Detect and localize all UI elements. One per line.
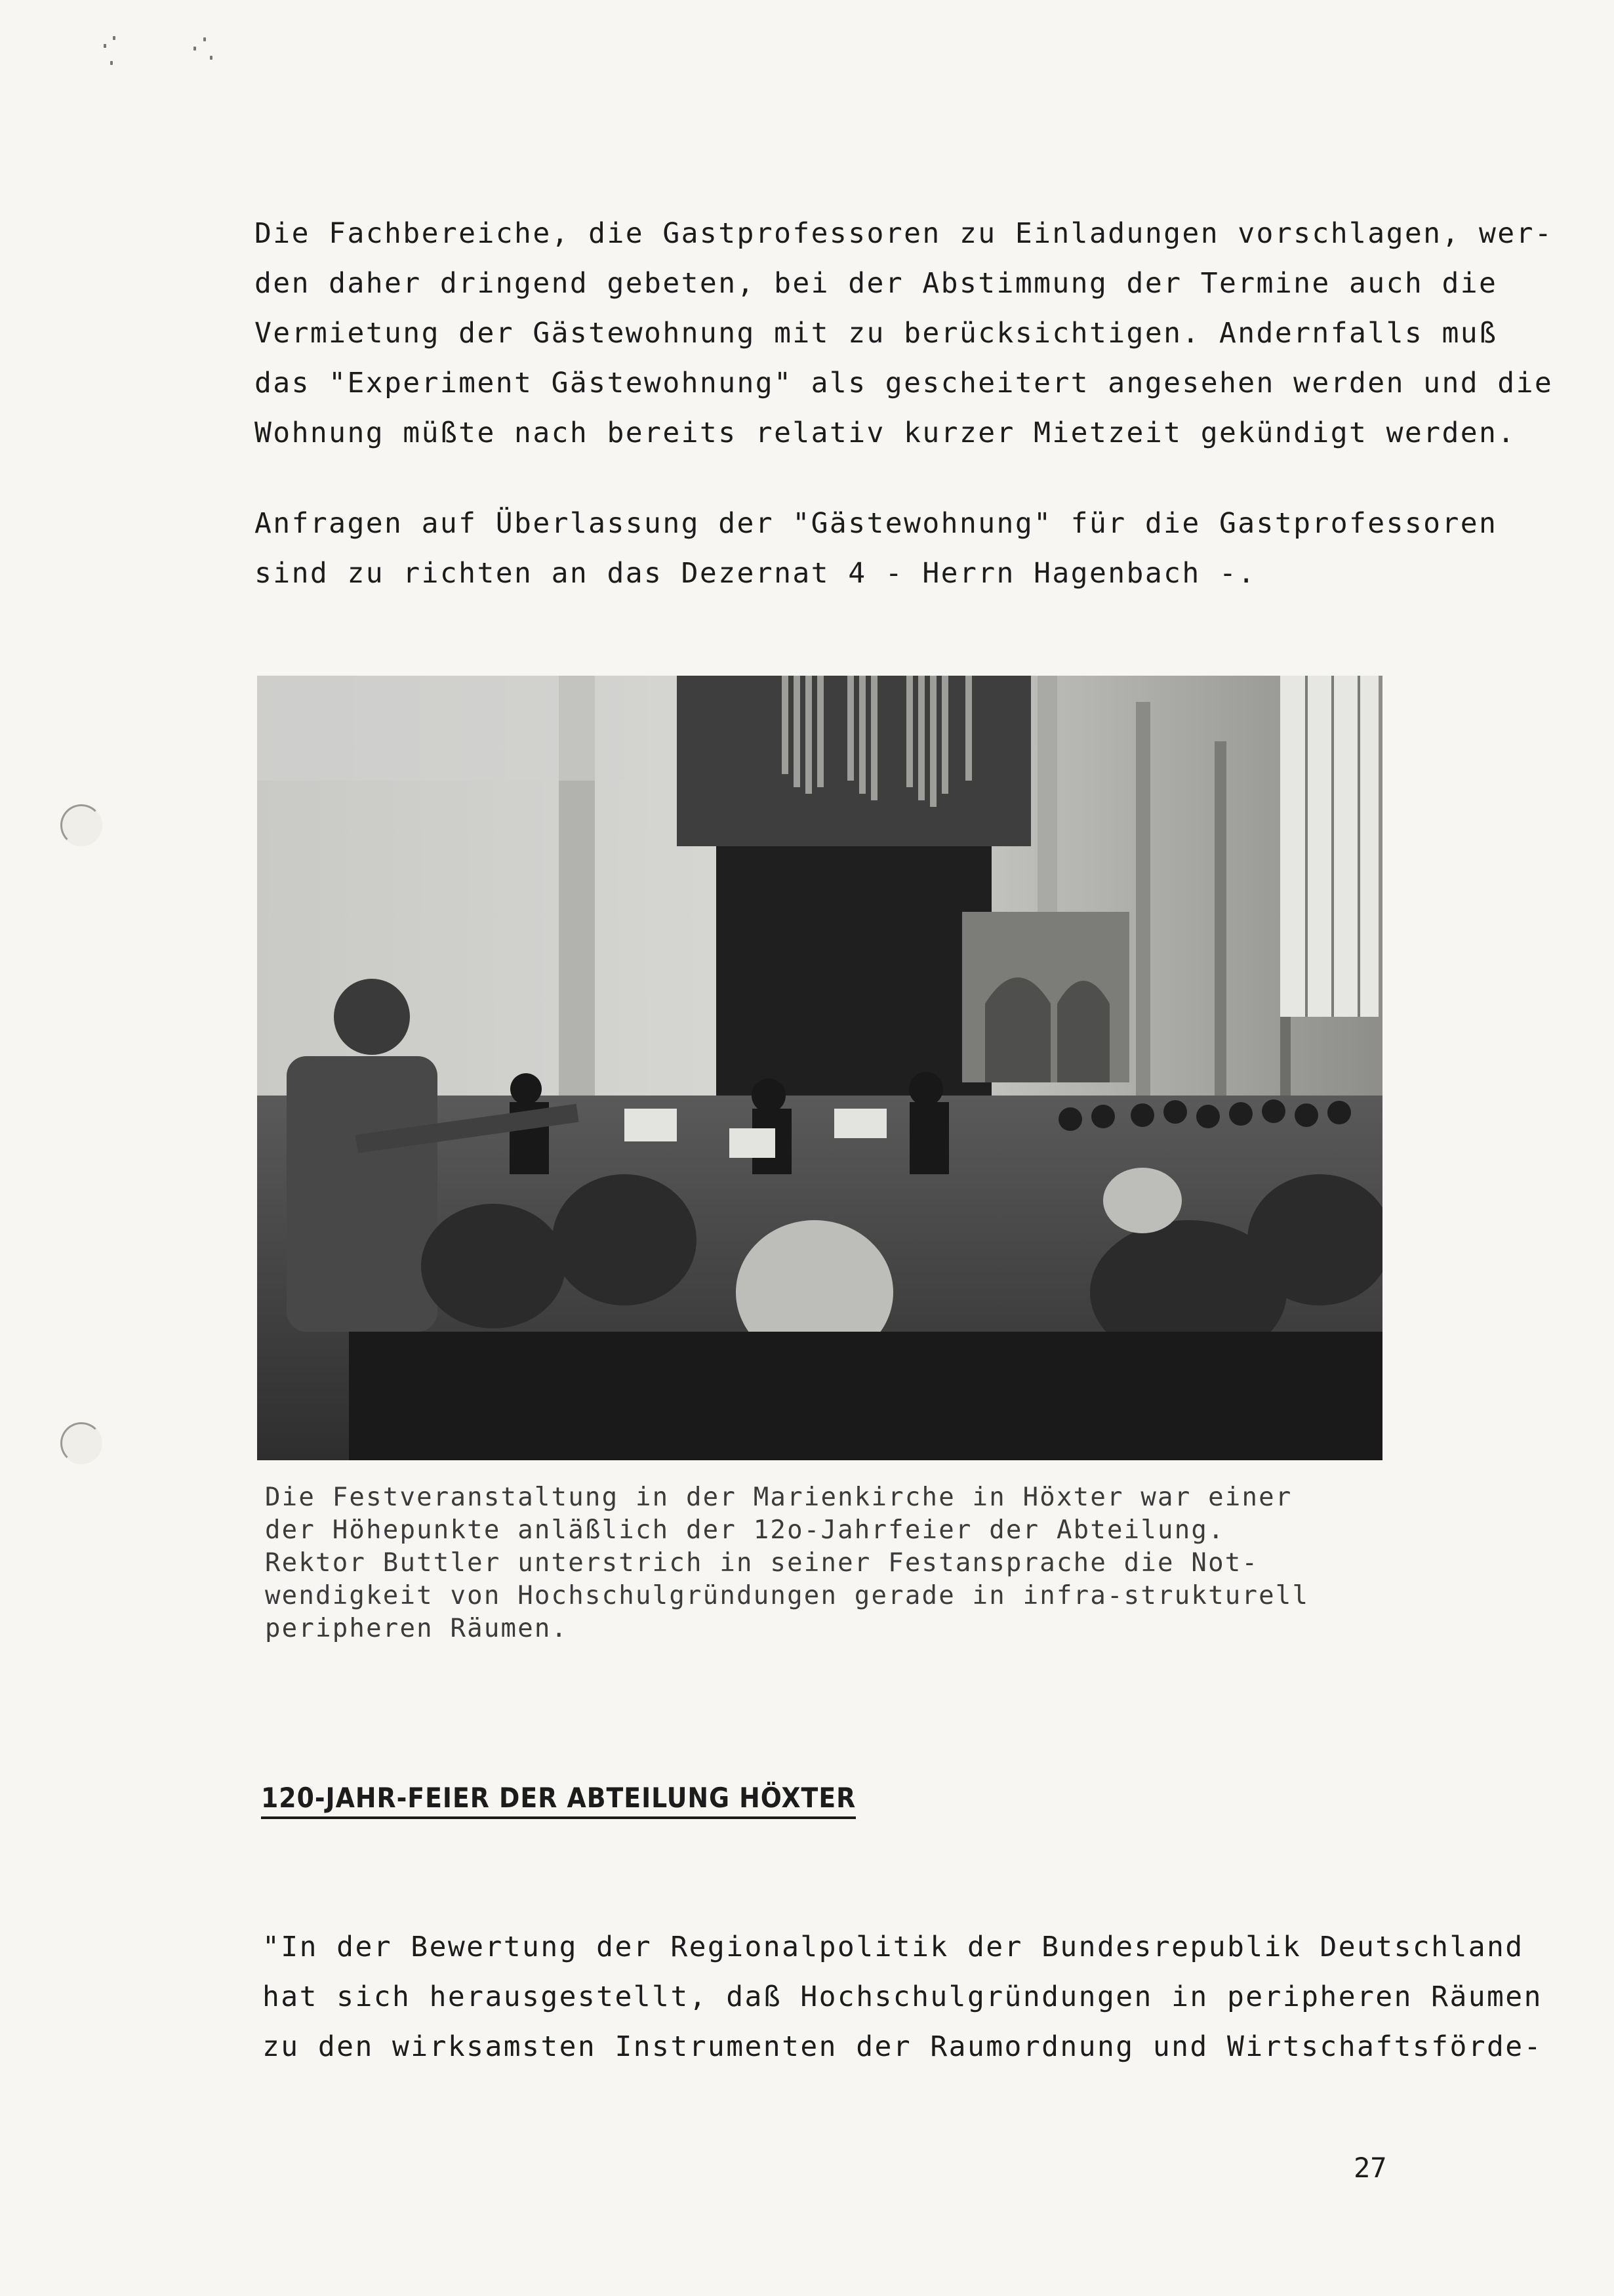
text-line: hat sich herausgestellt, daß Hochschulgründungen in peripheren Räumen [262, 1980, 1543, 2013]
caption-line: Die Festveranstaltung in der Marienkirche in Höxter war einer [265, 1483, 1293, 1512]
text-line: Wohnung müßte nach bereits relativ kurzer Mietzeit gekündigt werden. [254, 417, 1516, 449]
section-heading: 120-JAHR-FEIER DER ABTEILUNG HÖXTER [261, 1782, 856, 1819]
photograph-icon [257, 676, 1382, 1460]
text-line: sind zu richten an das Dezernat 4 - Herrn Hagenbach -. [254, 557, 1257, 590]
caption-line: der Höhepunkte anläßlich der 12o-Jahrfeier der Abteilung. [265, 1515, 1225, 1545]
punch-hole-top [60, 804, 102, 846]
caption-line: wendigkeit von Hochschulgründungen gerade in infra-strukturell [265, 1581, 1310, 1610]
text-line: Anfragen auf Überlassung der "Gästewohnung" für die Gastprofessoren [254, 507, 1498, 540]
text-line: zu den wirksamsten Instrumenten der Raumordnung und Wirtschaftsförde- [262, 2030, 1543, 2063]
text-line: das "Experiment Gästewohnung" als gescheitert angesehen werden und die [254, 367, 1554, 400]
paragraph-regional-policy [262, 1922, 1543, 2072]
caption-line: Rektor Buttler unterstrich in seiner Festansprache die Not- [265, 1548, 1259, 1578]
punch-hole-bottom [60, 1422, 102, 1464]
paper-specks [98, 30, 243, 75]
text-line: den daher dringend gebeten, bei der Abstimmung der Termine auch die [254, 267, 1498, 300]
paragraph-guest-apartment [254, 209, 1554, 458]
text-line: Vermietung der Gästewohnung mit zu berücksichtigen. Andernfalls muß [254, 317, 1498, 350]
text-line: "In der Bewertung der Regionalpolitik der Bundesrepublik Deutschland [262, 1931, 1524, 1963]
photo-caption [265, 1481, 1310, 1645]
caption-line: peripheren Räumen. [265, 1614, 569, 1643]
text-line: Die Fachbereiche, die Gastprofessoren zu Einladungen vorschlagen, wer- [254, 217, 1554, 250]
page-number: 27 [1354, 2152, 1387, 2184]
paragraph-inquiries [254, 499, 1498, 598]
